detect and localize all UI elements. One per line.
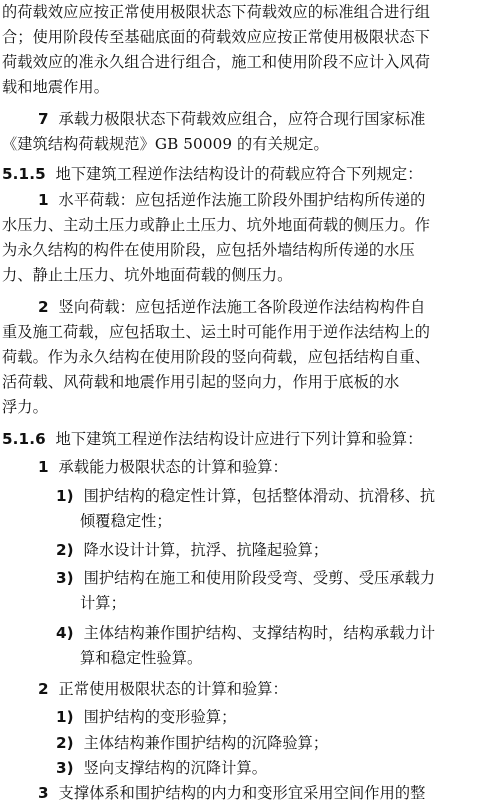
item-number: 2 [38,680,49,698]
sub-item-number: 3) [56,569,74,587]
item-5-1-6-3 [38,782,501,804]
sub-item-number: 3) [56,759,74,777]
item-number: 2 [38,298,49,316]
text-line: 合；使用阶段传至基础底面的荷载效应应按正常使用极限状态下 [2,28,431,46]
section-5-1-6 [2,428,501,450]
item-text: 正常使用极限状态的计算和验算： [58,680,288,698]
sub-item-4 [56,622,501,644]
text-line: 荷载。作为永久结构在使用阶段的竖向荷载，应包括结构自重、 [2,348,431,366]
text-line: 倾覆稳定性； [80,512,172,530]
text-line: 载和地震作用。 [2,78,110,96]
text-line: 浮力。 [2,398,48,416]
text-line: 重及施工荷载，应包括取土、运土时可能作用于逆作法结构上的 [2,323,431,341]
text-line: 计算； [80,594,126,612]
sub-item-2 [56,539,501,561]
item-5-1-5-2 [38,296,501,318]
sub-item-1 [56,706,501,728]
item-text: 水平荷载：应包括逆作法施工阶段外围护结构所传递的 [58,191,426,209]
text-line: 水压力、主动土压力或静止土压力、坑外地面荷载的侧压力。作 [2,216,431,234]
sub-item-text: 竖向支撑结构的沉降计算。 [83,759,268,777]
item-number: 1 [38,191,49,209]
clause-text: 承载力极限状态下荷载效应组合，应符合现行国家标准 [58,110,426,128]
section-number: 5.1.5 [2,165,46,183]
section-text: 地下建筑工程逆作法结构设计应进行下列计算和验算： [55,430,423,448]
sub-item-text: 围护结构的变形验算； [83,708,237,726]
text-line: 算和稳定性验算。 [80,649,203,667]
sub-item-number: 2) [56,541,74,559]
sub-item-number: 2) [56,734,74,752]
sub-item-text: 围护结构在施工和使用阶段受弯、受剪、受压承载力 [83,569,436,587]
item-text: 支撑体系和围护结构的内力和变形宜采用空间作用的整 [58,784,426,802]
item-number: 3 [38,784,49,802]
sub-item-number: 1) [56,708,74,726]
section-text: 地下建筑工程逆作法结构设计的荷载应符合下列规定： [55,165,423,183]
sub-item-text: 围护结构的稳定性计算，包括整体滑动、抗滑移、抗 [83,487,436,505]
item-5-1-6-1 [38,456,501,478]
sub-item-1 [56,485,501,507]
text-line: 《建筑结构荷载规范》GB 50009 的有关规定。 [2,135,329,153]
sub-item-number: 1) [56,487,74,505]
sub-item-number: 4) [56,624,74,642]
clause-number: 7 [38,110,49,128]
item-text: 承载能力极限状态的计算和验算： [58,458,288,476]
sub-item-2 [56,732,501,754]
text-line: 力、静止土压力、坑外地面荷载的侧压力。 [2,266,293,284]
text-line: 的荷载效应应按正常使用极限状态下荷载效应的标准组合进行组 [2,3,431,21]
sub-item-3 [56,567,501,589]
sub-item-text: 主体结构兼作围护结构、支撑结构时，结构承载力计 [83,624,436,642]
sub-item-text: 主体结构兼作围护结构的沉降验算； [83,734,329,752]
text-line: 为永久结构的构件在使用阶段，应包括外墙结构所传递的水压 [2,241,415,259]
item-5-1-6-2 [38,678,501,700]
section-5-1-5 [2,163,501,185]
clause-7 [38,108,501,130]
sub-item-3 [56,757,501,779]
section-number: 5.1.6 [2,430,46,448]
text-line: 活荷载、风荷载和地震作用引起的竖向力，作用于底板的水 [2,373,400,391]
item-text: 竖向荷载：应包括逆作法施工各阶段逆作法结构构件自 [58,298,426,316]
item-5-1-5-1 [38,189,501,211]
item-number: 1 [38,458,49,476]
sub-item-text: 降水设计计算，抗浮、抗隆起验算； [83,541,329,559]
text-line: 荷载效应的准永久组合进行组合，施工和使用阶段不应计入风荷 [2,53,431,71]
